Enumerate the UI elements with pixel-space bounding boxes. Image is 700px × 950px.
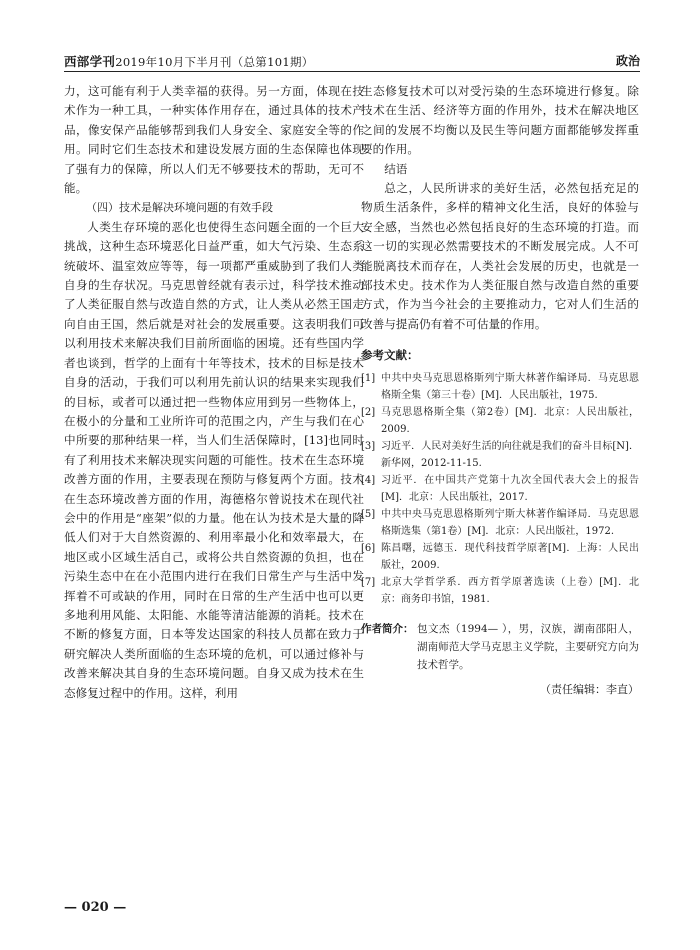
right-column bbox=[361, 82, 639, 699]
conclusion-heading: 结语 bbox=[384, 161, 408, 176]
journal-issue-line bbox=[64, 52, 314, 70]
left-paragraph-2: 人类生存环境的恶化也使得生态问题全面的一个巨大挑战，这种生态环境恶化日益严重，如大气污染、生态系统破坏、温室效应等等，每一项都严重威胁到了我们人类自身的生存状况。马克思曾经就有表示过，科学技术推动了人类征服自然与改造自然的方式，让人类从必然王国走向自由王国，然后就是对社会的发展重要。这表明我们可以利用技术来解决我们目前所面临的困境。还有些国内学者也谈到，哲学的上面有十年等技术，技术的目标是技术自身的活动，于我们可以利用先前认识的结果来实现我们的目标，或者可以通过把一些物体应用到另一些物体上，在极小的分量和工业所许可的范围之内，产生与我们在心中所要的那种结果一样，当人们生活保障时，[13]也同时有了利用技术来解决现实问题的可能性。技术在生态环境改善方面的作用，主要表现在预防与修复两个方面。技术在生态环境改善方面的作用，海德格尔曾说技术在现代社会中的作用是“座架”似的力量。他在认为技术是大量的降低人们对于大自然资源的、利用率最小化和效率最大，在地区或小区域生活自己，或将公共自然资源的负担，也在污染生态中在在小范围内进行在我们日常生产与生活中发挥着不可或缺的作用，同时在日常的生产生活中也可以更多地利用风能、太阳能、水能等清洁能源的消耗。技术在不断的修复方面，日本等发达国家的科技人员都在致力于研究解决人类所面临的生态环境的危机，可以通过修补与改善来解决其自身的生态环境问题。自身又成为技术在生态修复过程中的作用。这样，利用 bbox=[64, 219, 364, 700]
reference-item: [3] 习近平．人民对美好生活的向往就是我们的奋斗目标[N]．新华网，2012-11-15. bbox=[361, 440, 639, 469]
section-heading-4: （四）技术是解决环境问题的有效手段 bbox=[86, 201, 273, 215]
left-paragraph-1: 力，这可能有利于人类幸福的获得。另一方面，体现在技术作为一种工具，一种实体作用存在，通过具体的技术产品，像安保产品能够帮到我们人身安全、家庭安全等的作用。同时它们生态技术和建设发展方面的生态保障也体现了强有力的保障，所以人们无不够要技术的帮助，无可不能。 bbox=[64, 84, 364, 196]
right-paragraph-1: 生态修复技术可以对受污染的生态环境进行修复。除技术在生活、经济等方面的作用外，技术在解决地区之间的发展不均衡以及民生等问题方面都能够发挥重要的作用。 bbox=[361, 84, 639, 157]
issue-info: 2019年10月下半月刊（总第101期） bbox=[115, 55, 314, 69]
page-number: — 020 — bbox=[64, 900, 127, 915]
author-text: 包文杰（1994— ），男，汉族，湖南邵阳人，湖南师范大学马克思主义学院，主要研究方向为技术哲学。 bbox=[417, 622, 639, 671]
author-bio bbox=[361, 620, 639, 674]
author-label: 作者简介： bbox=[361, 622, 414, 635]
reference-item: [6] 陈昌曙，远德玉．现代科技哲学原著[M]．上海：人民出版社，2009. bbox=[361, 542, 639, 571]
responsible-editor: （责任编辑：李直） bbox=[540, 682, 639, 696]
left-column bbox=[64, 82, 364, 703]
references-title: 参考文献： bbox=[361, 348, 419, 363]
section-label: 政治 bbox=[615, 54, 640, 68]
reference-item: [2] 马克思恩格斯全集（第2卷）[M]．北京：人民出版社，2009. bbox=[361, 406, 639, 435]
references-list bbox=[361, 370, 639, 608]
header-rule bbox=[64, 71, 640, 72]
reference-item: [7] 北京大学哲学系．西方哲学原著选读（上卷）[M]．北京：商务印书馆，1981. bbox=[361, 576, 639, 605]
journal-name: 西部学刊 bbox=[64, 54, 116, 69]
reference-item: [4] 习近平．在中国共产党第十九次全国代表大会上的报告[M]．北京：人民出版社，2017. bbox=[361, 474, 639, 503]
conclusion-paragraph: 总之，人民所讲求的美好生活，必然包括充足的物质生活条件，多样的精神文化生活，良好的体验与安全感，当然也必然包括良好的生态环境的打造。而这一切的实现必然需要技术的不断发展完成。人不可能脱离技术而存在，人类社会发展的历史，也就是一部技术史。技术作为人类征服自然与改造自然的重要方式，作为当今社会的主要推动力，它对人们生活的改善与提高仍有着不可估量的作用。 bbox=[361, 181, 639, 331]
reference-item: [1] 中共中央马克思恩格斯列宁斯大林著作编译局．马克思恩格斯全集（第三十卷）[M]．人民出版社，1975. bbox=[361, 372, 639, 401]
page-header bbox=[0, 0, 700, 74]
reference-item: [5] 中共中央马克思恩格斯列宁斯大林著作编译局．马克思恩格斯选集（第1卷）[M]．北京：人民出版社，1972. bbox=[361, 508, 639, 537]
